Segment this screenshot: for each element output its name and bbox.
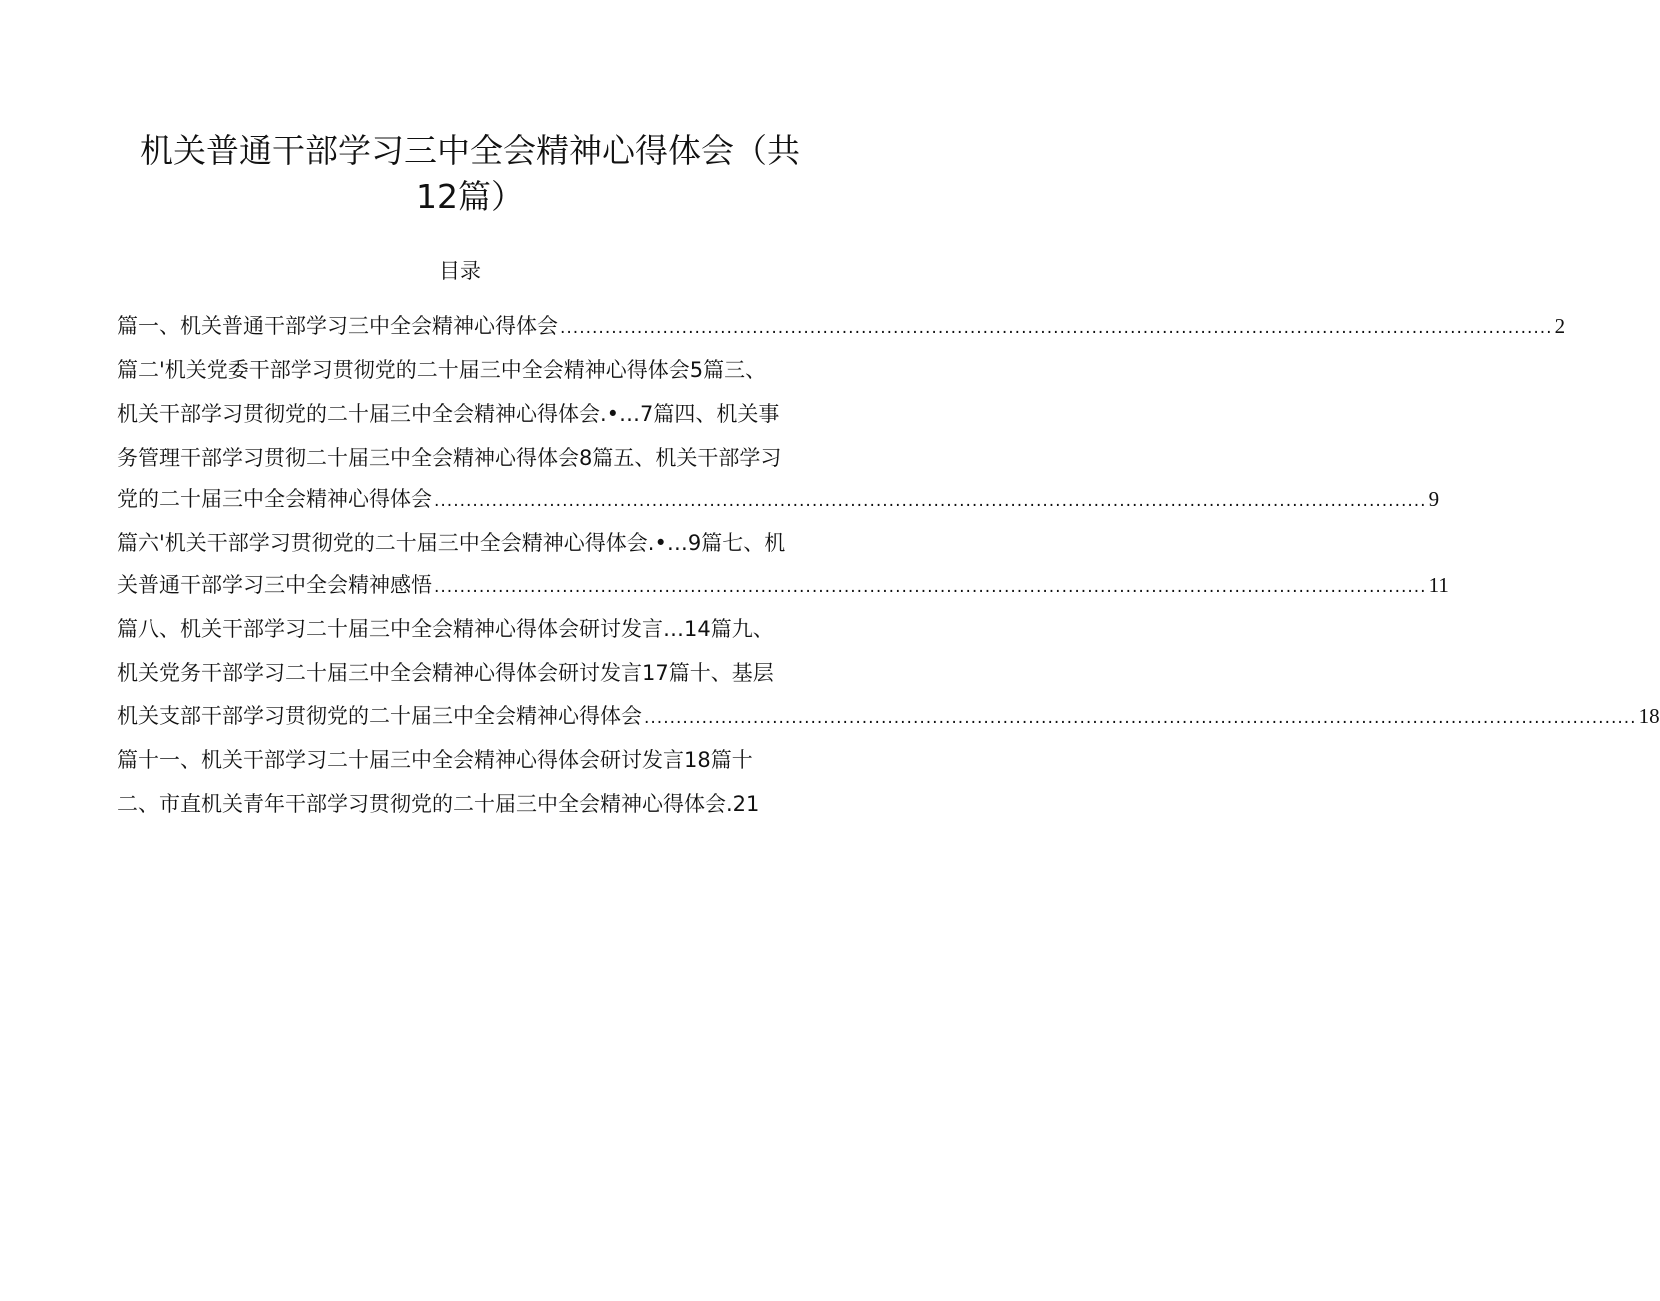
toc-dot-leader: ........................................................................................................................................................... [434,491,1427,511]
toc-entry[interactable]: 篇六'机关干部学习贯彻党的二十届三中全会精神心得体会.•…9篇七、机 [117,531,786,555]
toc-entry-text: 党的二十届三中全会精神心得体会 [117,487,432,511]
document-title-line-1: 机关普通干部学习三中全会精神心得体会（共 [140,131,800,170]
toc-entry-text: 机关支部干部学习贯彻党的二十届三中全会精神心得体会 [117,704,642,728]
toc-entry[interactable] [117,484,1440,516]
toc-dot-leader: ........................................................................................................................................................... [644,708,1637,728]
document-title-line-2: 12篇） [416,177,524,216]
toc-page-number: 11 [1428,573,1449,597]
toc-entry[interactable]: 务管理干部学习贯彻二十届三中全会精神心得体会8篇五、机关干部学习 [117,446,782,470]
toc-heading: 目录 [439,259,481,283]
toc-entry[interactable] [117,570,1449,602]
toc-page-number: 2 [1554,314,1566,338]
toc-dot-leader: ........................................................................................................................................................... [560,318,1553,338]
toc-entry[interactable] [117,701,1660,733]
toc-entry[interactable]: 篇二'机关党委干部学习贯彻党的二十届三中全会精神心得体会5篇三、 [117,358,767,382]
toc-page-number: 9 [1428,487,1440,511]
toc-entry[interactable]: 篇十一、机关干部学习二十届三中全会精神心得体会研讨发言18篇十 [117,748,753,772]
toc-page-number: 18 [1638,704,1660,728]
toc-entry[interactable]: 二、市直机关青年干部学习贯彻党的二十届三中全会精神心得体会.21 [117,792,760,816]
toc-entry[interactable] [117,311,1566,343]
toc-entry-text: 篇一、机关普通干部学习三中全会精神心得体会 [117,314,558,338]
toc-entry[interactable]: 机关党务干部学习二十届三中全会精神心得体会研讨发言17篇十、基层 [117,661,774,685]
toc-entry[interactable]: 机关干部学习贯彻党的二十届三中全会精神心得体会.•…7篇四、机关事 [117,402,780,426]
toc-entry-text: 关普通干部学习三中全会精神感悟 [117,573,432,597]
toc-dot-leader: ........................................................................................................................................................... [434,577,1427,597]
toc-entry[interactable]: 篇八、机关干部学习二十届三中全会精神心得体会研讨发言…14篇九、 [117,617,774,641]
